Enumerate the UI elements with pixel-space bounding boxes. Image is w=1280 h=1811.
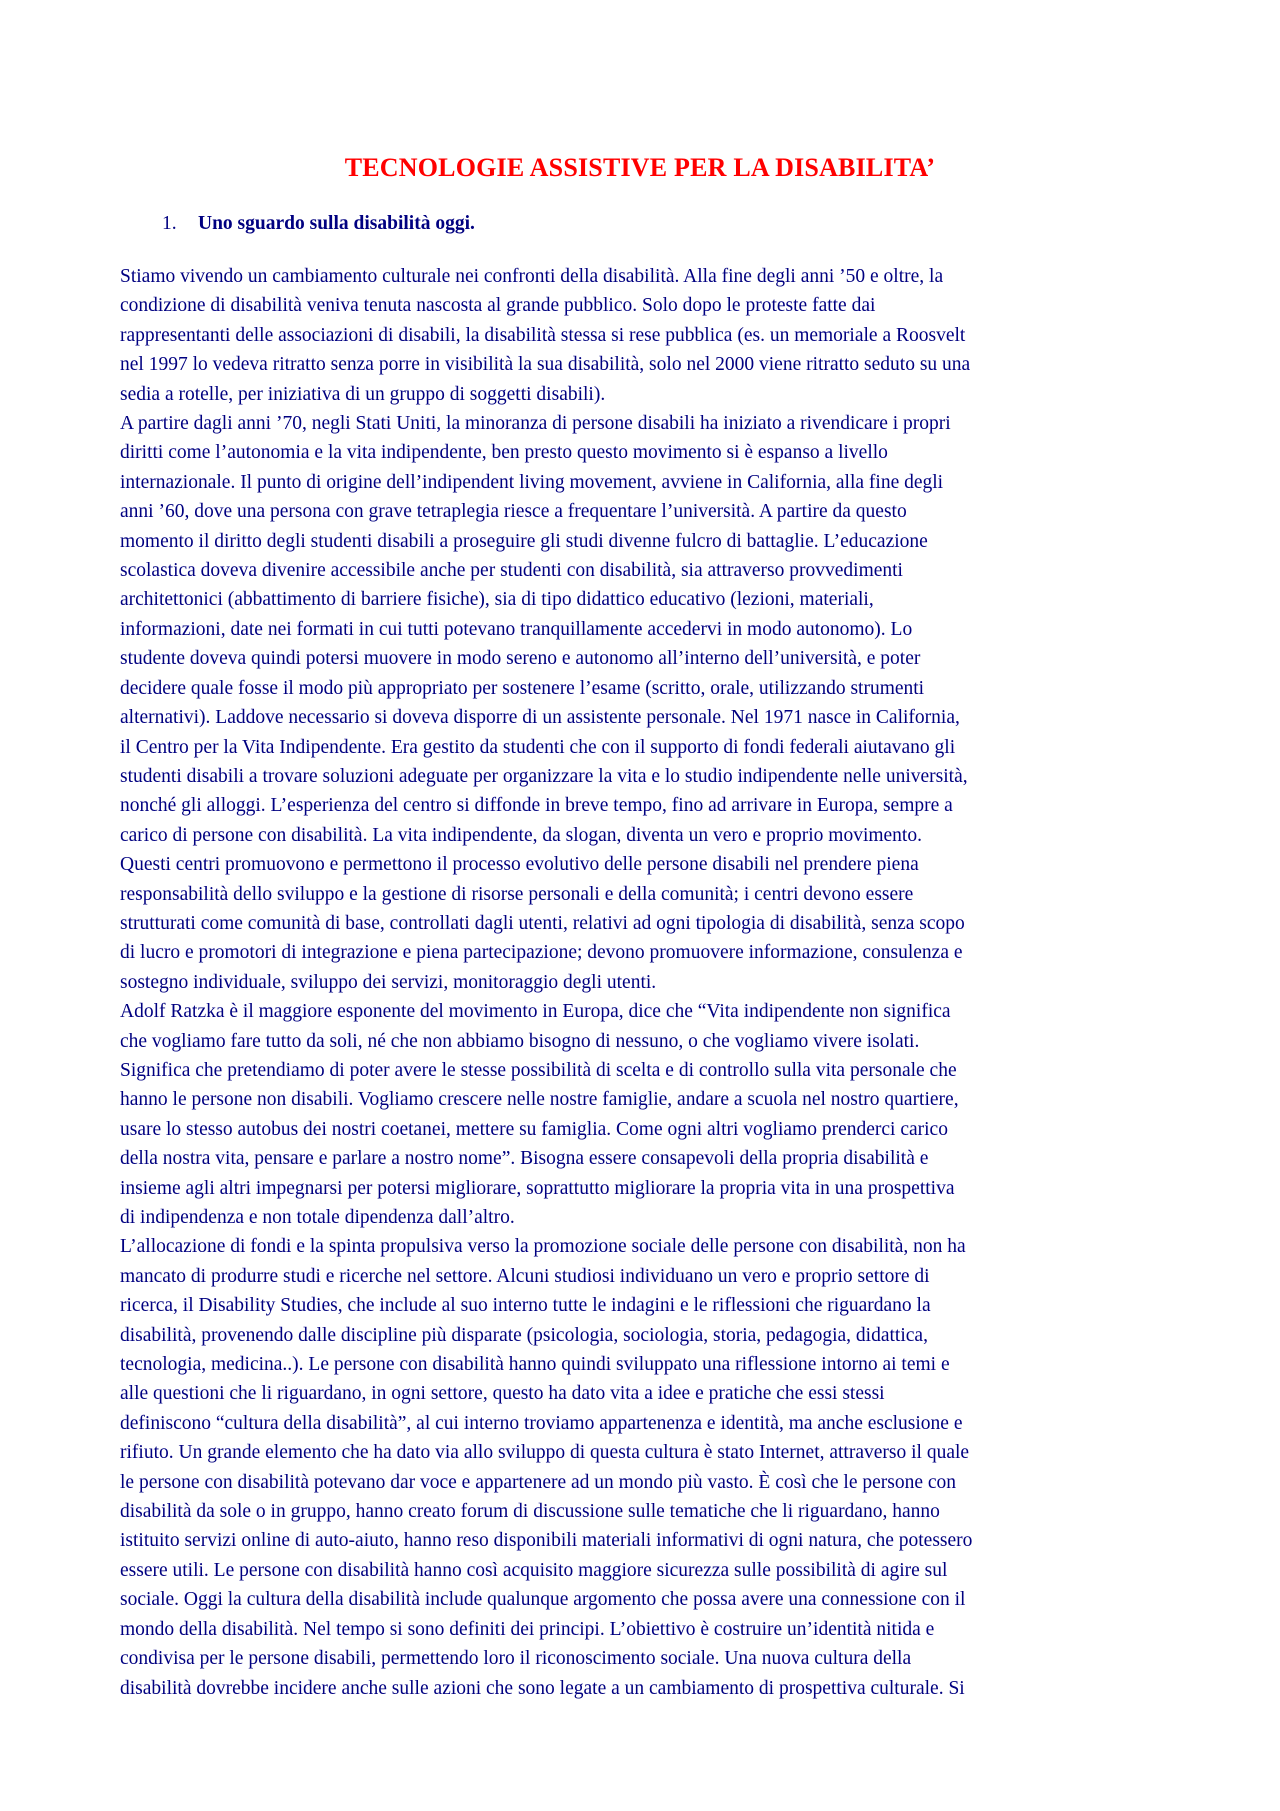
body-line: Stiamo vivendo un cambiamento culturale nei confronti della disabilità. Alla fine degli anni ’50 e oltre, la <box>120 266 944 287</box>
body-line: istituito servizi online di auto-aiuto, hanno reso disponibili materiali informativi di ogni natura, che potessero <box>120 1530 973 1552</box>
body-line: carico di persone con disabilità. La vita indipendente, da slogan, diventa un vero e proprio movimento. <box>120 824 922 846</box>
body-line: nonché gli alloggi. L’esperienza del centro si diffonde in breve tempo, fino ad arrivare in Europa, sempre a <box>120 795 953 817</box>
body-line: il Centro per la Vita Indipendente. Era gestito da studenti che con il supporto di fondi federali aiutavano gli <box>120 736 956 758</box>
body-line: condivisa per le persone disabili, permettendo loro il riconoscimento sociale. Una nuova cultura della <box>120 1648 912 1670</box>
body-line: diritti come l’autonomia e la vita indipendente, ben presto questo movimento si è espanso a livello <box>120 442 888 464</box>
body-line: nel 1997 lo vedeva ritratto senza porre in visibilità la sua disabilità, solo nel 2000 viene ritratto seduto su una <box>120 354 971 376</box>
body-line: essere utili. Le persone con disabilità hanno così acquisito maggiore sicurezza sulle possibilità di agire sul <box>120 1559 948 1581</box>
body-line: L’allocazione di fondi e la spinta propulsiva verso la promozione sociale delle persone con disabilità, non ha <box>120 1236 966 1258</box>
body-line: ricerca, il Disability Studies, che include al suo interno tutte le indagini e le riflessioni che riguardano la <box>120 1295 931 1317</box>
body-line: condizione di disabilità veniva tenuta nascosta al grande pubblico. Solo dopo le proteste fatte dai <box>120 295 876 317</box>
body-line: della nostra vita, pensare e parlare a nostro nome”. Bisogna essere consapevoli della propria disabilità e <box>120 1148 929 1170</box>
body-line: strutturati come comunità di base, controllati dagli utenti, relativi ad ogni tipologia di disabilità, senza scopo <box>120 912 965 934</box>
body-line: disabilità da sole o in gruppo, hanno creato forum di discussione sulle tematiche che li riguardano, hanno <box>120 1501 940 1523</box>
body-line: insieme agli altri impegnarsi per potersi migliorare, soprattutto migliorare la propria vita in una prospettiva <box>120 1177 955 1199</box>
body-line: di lucro e promotori di integrazione e piena partecipazione; devono promuovere informazione, consulenza e <box>120 942 963 964</box>
body-line: Significa che pretendiamo di poter avere le stesse possibilità di scelta e di controllo sulla vita personale che <box>120 1059 957 1081</box>
body-line: definiscono “cultura della disabilità”, al cui interno troviamo appartenenza e identità, ma anche esclusione e <box>120 1412 963 1434</box>
body-line: studenti disabili a trovare soluzioni adeguate per organizzare la vita e lo studio indipendente nelle università, <box>120 765 968 787</box>
body-line: sociale. Oggi la cultura della disabilità include qualunque argomento che possa avere una connessione con il <box>120 1589 966 1611</box>
body-line: le persone con disabilità potevano dar voce e appartenere ad un mondo più vasto. È così che le persone con <box>120 1471 957 1493</box>
body-line: rappresentanti delle associazioni di disabili, la disabilità stessa si rese pubblica (es. un memoriale a Roosvelt <box>120 324 966 346</box>
body-line: di indipendenza e non totale dipendenza dall’altro. <box>120 1207 515 1228</box>
body-line: hanno le persone non disabili. Vogliamo crescere nelle nostre famiglie, andare a scuola nel nostro quartiere, <box>120 1089 959 1111</box>
section-number: 1. <box>162 213 177 234</box>
body-line: Adolf Ratzka è il maggiore esponente del movimento in Europa, dice che “Vita indipendente non significa <box>120 1001 951 1023</box>
body-line: anni ’60, dove una persona con grave tetraplegia riesce a frequentare l’università. A partire da questo <box>120 501 907 523</box>
body-line: disabilità dovrebbe incidere anche sulle azioni che sono legate a un cambiamento di prospettiva culturale. Si <box>120 1677 965 1699</box>
body-line: A partire dagli anni ’70, negli Stati Uniti, la minoranza di persone disabili ha iniziato a rivendicare i propri <box>120 413 951 435</box>
body-line: scolastica doveva divenire accessibile anche per studenti con disabilità, sia attraverso provvedimenti <box>120 560 903 582</box>
body-line: sostegno individuale, sviluppo dei servizi, monitoraggio degli utenti. <box>120 971 657 993</box>
body-line: alternativi). Laddove necessario si doveva disporre di un assistente personale. Nel 1971 nasce in California, <box>120 707 960 729</box>
body-line: tecnologia, medicina..). Le persone con disabilità hanno quindi sviluppato una riflessione intorno ai temi e <box>120 1354 950 1376</box>
body-line: studente doveva quindi potersi muovere in modo sereno e autonomo all’interno dell’università, e poter <box>120 648 921 670</box>
body-text <box>120 262 1170 1703</box>
body-line: responsabilità dello sviluppo e la gestione di risorse personali e della comunità; i centri devono essere <box>120 883 914 905</box>
body-line: mondo della disabilità. Nel tempo si sono definiti dei principi. L’obiettivo è costruire un’identità nitida e <box>120 1618 935 1640</box>
body-line: momento il diritto degli studenti disabili a proseguire gli studi divenne fulcro di battaglie. L’educazione <box>120 530 928 552</box>
body-line: architettonici (abbattimento di barriere fisiche), sia di tipo didattico educativo (lezioni, materiali, <box>120 589 874 611</box>
body-line: che vogliamo fare tutto da soli, né che non abbiamo bisogno di nessuno, o che vogliamo vivere isolati. <box>120 1030 920 1052</box>
section-heading-text: Uno sguardo sulla disabilità oggi. <box>198 213 475 234</box>
body-line: alle questioni che li riguardano, in ogni settore, questo ha dato vita a idee e pratiche che essi stessi <box>120 1383 885 1405</box>
document-title: TECNOLOGIE ASSISTIVE PER LA DISABILITA’ <box>344 153 936 182</box>
body-line: sedia a rotelle, per iniziativa di un gruppo di soggetti disabili). <box>120 383 606 405</box>
body-line: internazionale. Il punto di origine dell’indipendent living movement, avviene in California, alla fine degli <box>120 471 944 493</box>
body-line: mancato di produrre studi e ricerche nel settore. Alcuni studiosi individuano un vero e proprio settore di <box>120 1265 930 1287</box>
body-line: informazioni, date nei formati in cui tutti potevano tranquillamente accedervi in modo autonomo). Lo <box>120 618 913 640</box>
body-line: decidere quale fosse il modo più appropriato per sostenere l’esame (scritto, orale, utilizzando strumenti <box>120 677 925 699</box>
body-line: rifiuto. Un grande elemento che ha dato via allo sviluppo di questa cultura è stato Internet, attraverso il quale <box>120 1442 970 1464</box>
body-line: Questi centri promuovono e permettono il processo evolutivo delle persone disabili nel prendere piena <box>120 854 919 876</box>
body-line: disabilità, provenendo dalle discipline più disparate (psicologia, sociologia, storia, pedagogia, didattica, <box>120 1324 928 1346</box>
section-heading <box>162 213 475 235</box>
body-line: usare lo stesso autobus dei nostri coetanei, mettere su famiglia. Come ogni altri vogliamo prenderci carico <box>120 1118 948 1140</box>
